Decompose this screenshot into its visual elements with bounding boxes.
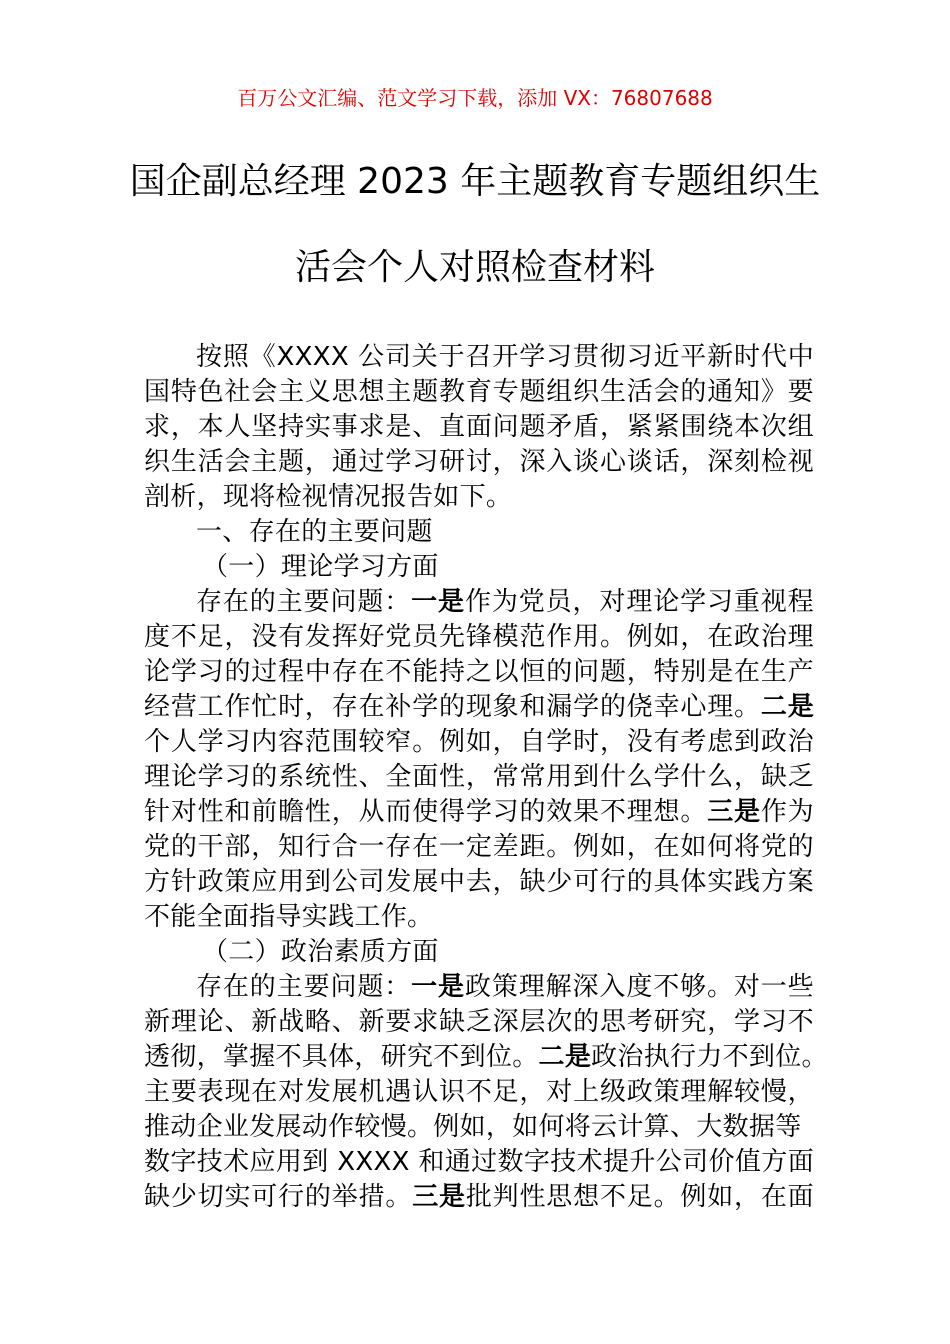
- text-segment: 个人学习内容范围较窄。例如，自学时，没有考虑到政治: [144, 727, 814, 757]
- text-segment: 剖析，现将检视情况报告如下。: [144, 482, 513, 512]
- text-segment: 作为: [760, 797, 814, 827]
- text-segment: 经营工作忙时，存在补学的现象和漏学的侥幸心理。: [144, 692, 761, 722]
- text-line: [144, 515, 814, 550]
- text-line: [144, 1005, 814, 1040]
- bold-marker: 二是: [538, 1042, 592, 1072]
- text-segment: 主要表现在对发展机遇认识不足，对上级政策理解较慢，: [144, 1077, 814, 1107]
- text-segment: 不能全面指导实践工作。: [144, 902, 434, 932]
- text-segment: 一、存在的主要问题: [196, 517, 433, 547]
- text-line: [144, 1110, 814, 1145]
- text-line: [144, 1075, 814, 1110]
- bold-marker: 二是: [760, 692, 814, 722]
- text-segment: 政治执行力不到位。: [591, 1042, 828, 1072]
- text-segment: 党的干部，知行合一存在一定差距。例如，在如何将党的: [144, 832, 814, 862]
- text-segment: 批判性思想不足。例如，在面: [465, 1182, 814, 1212]
- text-line: [144, 340, 814, 375]
- text-segment: 理论学习的系统性、全面性，常常用到什么学什么，缺乏: [144, 762, 814, 792]
- text-line: [144, 690, 814, 725]
- bold-marker: 一是: [411, 587, 465, 617]
- text-line: [144, 725, 814, 760]
- text-line: [144, 410, 814, 445]
- text-segment: 国特色社会主义思想主题教育专题组织生活会的通知》要: [144, 377, 814, 407]
- text-line: [144, 445, 814, 480]
- text-line: [144, 795, 814, 830]
- text-segment: （二）政治素质方面: [202, 937, 439, 967]
- bold-marker: 三是: [412, 1182, 466, 1212]
- text-line: [144, 830, 814, 865]
- text-segment: 存在的主要问题：: [196, 587, 412, 617]
- bold-marker: 一是: [411, 972, 465, 1002]
- text-segment: 按照《XXXX 公司关于召开学习贯彻习近平新时代中: [196, 342, 814, 372]
- document-body: [144, 340, 828, 1215]
- document-title-line-2: 活会个人对照检查材料: [294, 247, 655, 288]
- text-line: [144, 655, 814, 690]
- text-segment: 方针政策应用到公司发展中去，缺少可行的具体实践方案: [144, 867, 814, 897]
- text-line: [144, 900, 814, 935]
- text-segment: 政策理解深入度不够。对一些: [464, 972, 814, 1002]
- text-line: [144, 620, 814, 655]
- text-segment: 论学习的过程中存在不能持之以恒的问题，特别是在生产: [144, 657, 814, 687]
- text-segment: （一）理论学习方面: [202, 552, 439, 582]
- text-segment: 度不足，没有发挥好党员先锋模范作用。例如，在政治理: [144, 622, 814, 652]
- text-line: [144, 760, 814, 795]
- text-segment: 织生活会主题，通过学习研讨，深入谈心谈话，深刻检视: [144, 447, 814, 477]
- watermark-banner: 百万公文汇编、范文学习下载，添加 VX：76807688: [237, 86, 713, 110]
- text-line: [144, 865, 814, 900]
- text-segment: 求，本人坚持实事求是、直面问题矛盾，紧紧围绕本次组: [144, 412, 814, 442]
- text-line: [144, 375, 814, 410]
- text-segment: 透彻，掌握不具体，研究不到位。: [144, 1042, 539, 1072]
- text-line: [144, 550, 814, 585]
- text-line: [144, 585, 814, 620]
- text-segment: 作为党员，对理论学习重视程: [464, 587, 814, 617]
- text-segment: 新理论、新战略、新要求缺乏深层次的思考研究，学习不: [144, 1007, 814, 1037]
- text-segment: 针对性和前瞻性，从而使得学习的效果不理想。: [144, 797, 708, 827]
- text-line: [144, 1180, 814, 1215]
- text-line: [144, 970, 814, 1005]
- text-line: [144, 935, 814, 970]
- text-line: [144, 1040, 828, 1075]
- bold-marker: 三是: [707, 797, 761, 827]
- text-line: [144, 1145, 814, 1180]
- text-segment: 数字技术应用到 XXXX 和通过数字技术提升公司价值方面: [144, 1147, 814, 1177]
- text-segment: 缺少切实可行的举措。: [144, 1182, 413, 1212]
- document-title-line-1: 国企副总经理 2023 年主题教育专题组织生: [129, 161, 821, 202]
- text-segment: 存在的主要问题：: [196, 972, 412, 1002]
- text-segment: 推动企业发展动作较慢。例如，如何将云计算、大数据等: [144, 1112, 802, 1142]
- text-line: [144, 480, 814, 515]
